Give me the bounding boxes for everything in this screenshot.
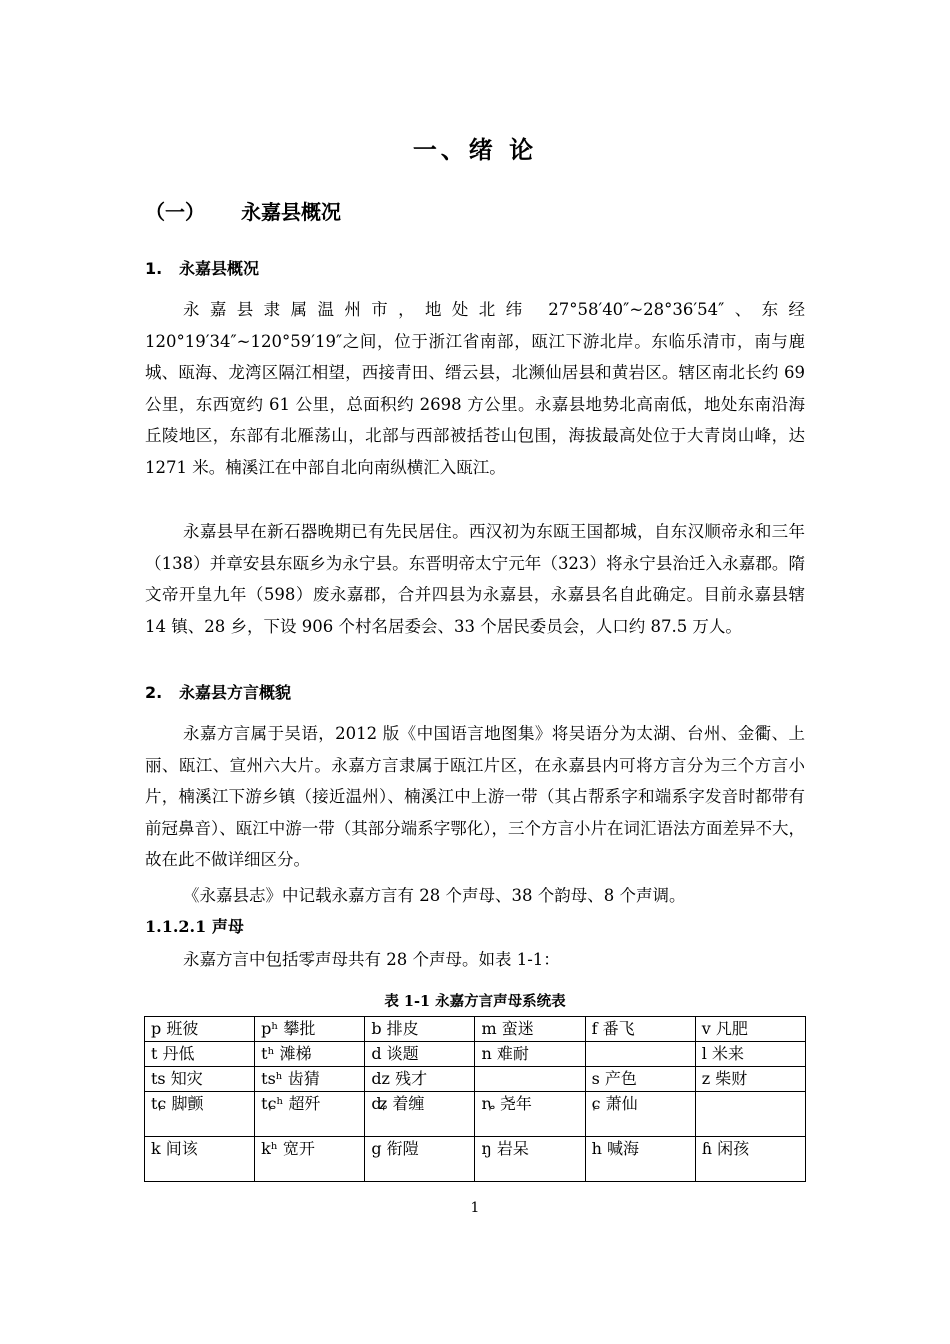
subsection-heading-2 — [145, 680, 291, 703]
table-cell: kʰ 宽开 — [255, 1137, 365, 1182]
subsection-number: 2. — [145, 683, 163, 702]
subsection-title: 永嘉县概况 — [179, 259, 260, 278]
table-cell: tʰ 滩梯 — [255, 1042, 365, 1067]
table-cell — [585, 1042, 695, 1067]
table-row — [145, 1137, 806, 1182]
table-cell: ts 知灾 — [145, 1067, 255, 1092]
subsection-title: 永嘉县方言概貌 — [179, 683, 292, 702]
chapter-title: 一、绪 论 — [412, 136, 538, 164]
table-row — [145, 1067, 806, 1092]
table-cell: v 凡肥 — [695, 1017, 805, 1042]
table-caption: 表 1-1 永嘉方言声母系统表 — [384, 993, 566, 1010]
table-cell: pʰ 攀批 — [255, 1017, 365, 1042]
table-cell: n 难耐 — [475, 1042, 585, 1067]
table-cell: g 衔隑 — [365, 1137, 475, 1182]
table-row — [145, 1092, 806, 1137]
page-number: 1 — [470, 1200, 480, 1216]
table-cell: ȵ 尧年 — [475, 1092, 585, 1137]
table-cell: dz 残才 — [365, 1067, 475, 1092]
table-cell: m 蛮迷 — [475, 1017, 585, 1042]
table-cell: f 番飞 — [585, 1017, 695, 1042]
table-cell: ʥ 着缠 — [365, 1092, 475, 1137]
table-cell — [475, 1067, 585, 1092]
paragraph-dialect-overview: 永嘉方言属于吴语，2012 版《中国语言地图集》将吴语分为太湖、台州、金衢、上丽、瓯江、宣州六大片。永嘉方言隶属于瓯江片区，在永嘉县内可将方言分为三个方言小片，楠溪江下游乡镇（接近温州）、楠溪江中上游一带（其占帮系字和端系字发音时都带有前冠鼻音）、瓯江中游一带（其部分端系字鄂化），三个方言小片在词汇语法方面差异不大，故在此不做详细区分。 — [145, 724, 805, 869]
subsection-heading-1 — [145, 256, 259, 279]
section-title: 永嘉县概况 — [241, 200, 341, 224]
table-cell: p 班彼 — [145, 1017, 255, 1042]
table-cell: tsʰ 齿猜 — [255, 1067, 365, 1092]
subsection-number: 1. — [145, 259, 163, 278]
table-cell: ɕ 萧仙 — [585, 1092, 695, 1137]
table-cell: h 喊海 — [585, 1137, 695, 1182]
paragraph-initials-intro: 永嘉方言中包括零声母共有 28 个声母。如表 1-1： — [183, 950, 560, 969]
table-cell: tɕʰ 超歼 — [255, 1092, 365, 1137]
table-cell: b 排皮 — [365, 1017, 475, 1042]
table-cell: l 米来 — [695, 1042, 805, 1067]
subsection-heading-initials: 1.1.2.1 声母 — [145, 917, 244, 936]
section-heading — [145, 196, 341, 225]
paragraph-history: 永嘉县早在新石器晚期已有先民居住。西汉初为东瓯王国都城，自东汉顺帝永和三年（138）并章安县东瓯乡为永宁县。东晋明帝太宁元年（323）将永宁县治迁入永嘉郡。隋文帝开皇九年（598）废永嘉郡，合并四县为永嘉县，永嘉县名自此确定。目前永嘉县辖 14 镇、28 乡，下设 906 个村名居委会、33 个居民委员会，人口约 87.5 万人。 — [145, 522, 805, 636]
section-number: （一） — [145, 200, 205, 224]
table-cell: d 谈题 — [365, 1042, 475, 1067]
initials-table — [144, 1016, 806, 1182]
table-cell: ɦ 闲孩 — [695, 1137, 805, 1182]
table-cell: k 间该 — [145, 1137, 255, 1182]
table-cell: t 丹低 — [145, 1042, 255, 1067]
table-row — [145, 1017, 806, 1042]
table-cell: ŋ 岩呆 — [475, 1137, 585, 1182]
table-cell — [695, 1092, 805, 1137]
table-row — [145, 1042, 806, 1067]
paragraph-geography: 永嘉县隶属温州市，地处北纬 27°58′40″~28°36′54″、东经 120°19′34″~120°59′19″之间，位于浙江省南部，瓯江下游北岸。东临乐清市，南与鹿城、瓯海、龙湾区隔江相望，西接青田、缙云县，北濒仙居县和黄岩区。辖区南北长约 69 公里，东西宽约 61 公里，总面积约 2698 方公里。永嘉县地势北高南低，地处东南沿海丘陵地区，东部有北雁荡山，北部与西部被括苍山包围，海拔最高处位于大青岗山峰，达 1271 米。楠溪江在中部自北向南纵横汇入瓯江。 — [145, 300, 805, 477]
table-cell: tɕ 脚颤 — [145, 1092, 255, 1137]
paragraph-county-record: 《永嘉县志》中记载永嘉方言有 28 个声母、38 个韵母、8 个声调。 — [183, 886, 686, 905]
table-cell: z 柴财 — [695, 1067, 805, 1092]
table-cell: s 产色 — [585, 1067, 695, 1092]
